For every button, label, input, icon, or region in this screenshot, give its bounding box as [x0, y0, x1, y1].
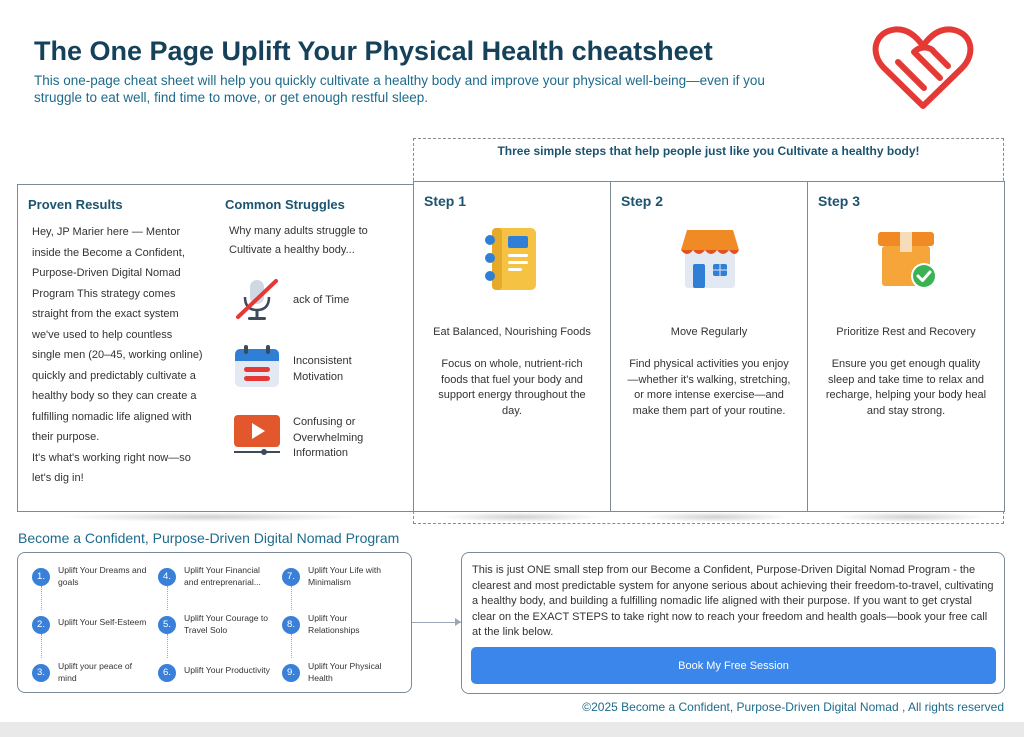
page-title: The One Page Uplift Your Physical Health cheatsheet: [34, 36, 713, 66]
common-struggles-title: Common Struggles: [225, 197, 345, 212]
book-session-button[interactable]: Book My Free Session: [471, 647, 996, 684]
program-module: [32, 612, 152, 642]
cta-text: This is just ONE small step from our Become a Confident, Purpose-Driven Digital Nomad Program - the clearest and most predictable system for anyone serious about achieving their freedom-to-travel, cultivating a healthy body, and building a fulfilling nomadic life aligned with their purpose. If you want to get crystal clear on the EXACT STEPS to take right now to reach your freedom and health goals—book your free call at the link below.: [472, 564, 994, 638]
module-label: Uplift Your Dreams and goals: [58, 565, 147, 587]
panel-shadow: [640, 512, 790, 522]
step-label: Step 1: [424, 193, 467, 209]
module-number: 9.: [282, 664, 300, 682]
step-description: Find physical activities you enjoy—whether it's walking, stretching, or more intense exercise—and make them part of your routine.: [627, 358, 791, 417]
module-label: Uplift Your Self-Esteem: [58, 617, 147, 627]
panel-shadow: [60, 512, 360, 522]
results-struggles-panel: [17, 184, 414, 512]
muted-microphone-icon: [232, 277, 282, 323]
module-label: Uplift Your Productivity: [184, 665, 270, 675]
step-name: Eat Balanced, Nourishing Foods: [433, 326, 591, 338]
module-label: Uplift Your Life with Minimalism: [308, 565, 382, 587]
notebook-icon: [478, 224, 548, 294]
step-description: Focus on whole, nutrient-rich foods that fuel your body and support energy throughout the day.: [438, 358, 586, 417]
program-title: Become a Confident, Purpose-Driven Digital Nomad Program: [18, 530, 400, 546]
program-module: [32, 564, 152, 594]
package-check-icon: [872, 224, 942, 294]
copyright-footer: ©2025 Become a Confident, Purpose-Driven Digital Nomad , All rights reserved: [582, 700, 1004, 714]
program-module: [282, 564, 402, 594]
steps-heading: Three simple steps that help people just like you Cultivate a healthy body!: [497, 144, 920, 158]
module-number: 1.: [32, 568, 50, 586]
proven-results-paragraph: Hey, JP Marier here — Mentor inside the Become a Confident, Purpose-Driven Digital Nomad Program This strategy comes straight from the exact system we've used to help countless single men (20–45, working online) quickly and predictably cultivate a healthy body so they can create a fulfilling nomadic life aligned with their purpose.: [32, 226, 203, 443]
module-label: Uplift Your Financial and entreprenarial...: [184, 565, 261, 587]
video-play-icon: [232, 411, 282, 457]
program-module: [158, 564, 278, 594]
struggle-text: ack of Time: [293, 294, 350, 306]
program-module: [32, 660, 152, 690]
step-label: Step 2: [621, 193, 664, 209]
module-number: 5.: [158, 616, 176, 634]
program-modules-panel: [17, 552, 412, 693]
module-number: 3.: [32, 664, 50, 682]
step-label: Step 3: [818, 193, 861, 209]
store-icon: [675, 224, 745, 294]
common-struggles-intro: Why many adults struggle to Cultivate a healthy body...: [229, 225, 368, 256]
step-2: [611, 182, 808, 511]
page-subtitle: This one-page cheat sheet will help you quickly cultivate a healthy body and improve your physical well-being—even if you struggle to eat well, find time to move, or get enough restful sleep.: [34, 73, 765, 105]
step-name: Prioritize Rest and Recovery: [836, 326, 976, 338]
proven-results-title: Proven Results: [28, 197, 123, 212]
step-description: Ensure you get enough quality sleep and take time to relax and recharge, helping your body heal and stay strong.: [825, 358, 987, 417]
module-number: 8.: [282, 616, 300, 634]
steps-panel: [413, 181, 1005, 512]
proven-results-paragraph: It's what's working right now—so let's dig in!: [32, 451, 191, 484]
panel-shadow: [440, 512, 600, 522]
heart-hands-icon: [868, 22, 978, 114]
module-label: Uplift your peace of mind: [58, 661, 133, 683]
program-module: [158, 660, 278, 690]
step-1: [414, 182, 611, 511]
step-3: [808, 182, 1004, 511]
struggle-text: Confusing or Overwhelming Information: [293, 416, 364, 459]
module-label: Uplift Your Physical Health: [308, 661, 382, 683]
module-number: 7.: [282, 568, 300, 586]
module-number: 2.: [32, 616, 50, 634]
module-number: 4.: [158, 568, 176, 586]
module-label: Uplift Your Courage to Travel Solo: [184, 613, 269, 635]
calendar-icon: [232, 343, 282, 389]
struggle-text: Inconsistent Motivation: [293, 355, 352, 383]
panel-shadow: [835, 512, 985, 522]
program-module: [282, 612, 402, 642]
module-number: 6.: [158, 664, 176, 682]
module-label: Uplift Your Relationships: [308, 613, 360, 635]
proven-results-text: [32, 222, 204, 489]
step-name: Move Regularly: [670, 326, 748, 338]
program-module: [282, 660, 402, 690]
cta-panel: [461, 552, 1005, 694]
program-module: [158, 612, 278, 642]
connector-line: [412, 622, 461, 623]
